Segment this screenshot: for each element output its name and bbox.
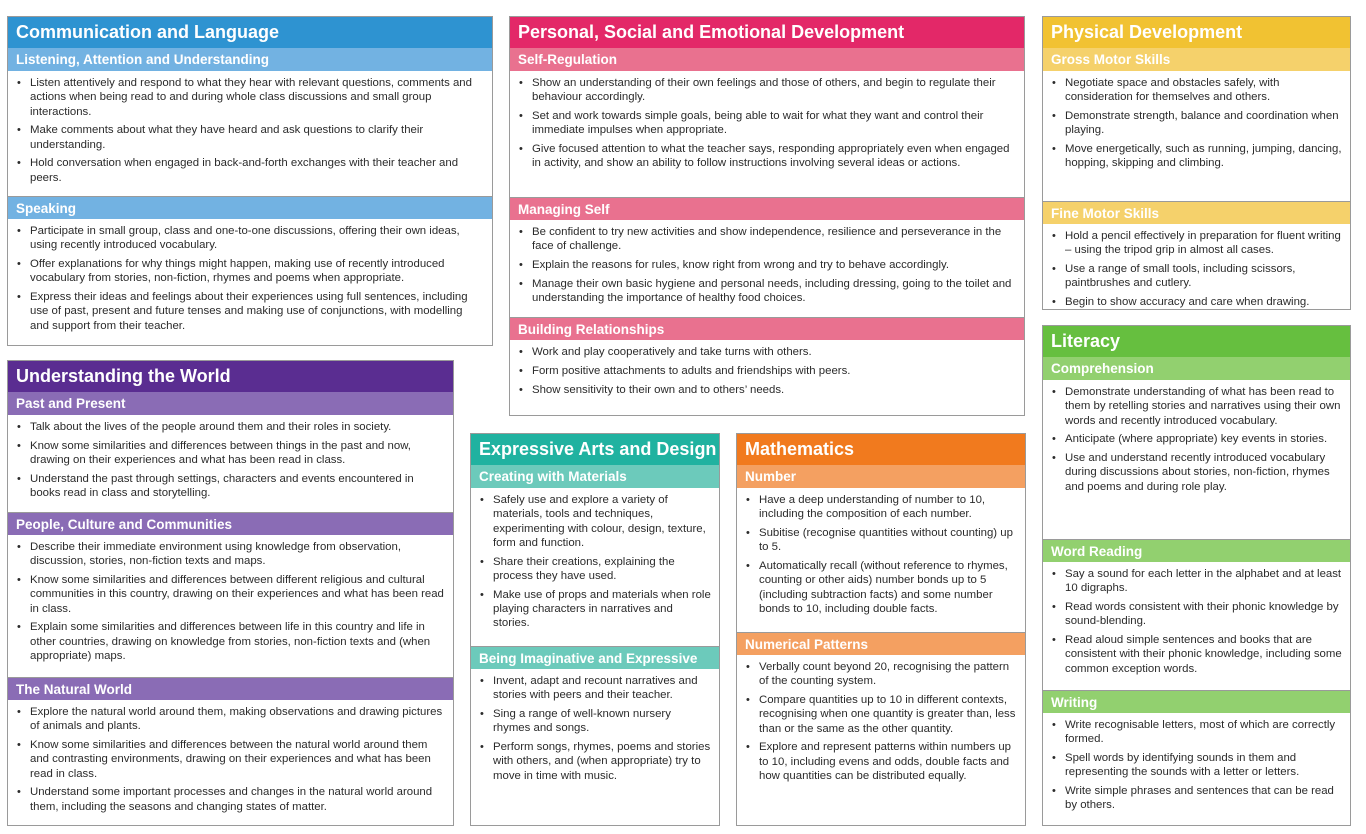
section-heading: Number — [737, 465, 1025, 488]
communication-language-panel — [7, 16, 493, 346]
list-item: • Spell words by identifying sounds in them and representing the sounds with a letter or letters. — [1065, 751, 1342, 780]
section-list — [510, 220, 1024, 317]
list-item: • Write recognisable letters, most of which are correctly formed. — [1065, 718, 1342, 747]
section-heading: The Natural World — [8, 677, 453, 700]
section-heading: Comprehension — [1043, 357, 1350, 380]
list-item: • Subitise (recognise quantities without counting) up to 5. — [759, 526, 1017, 555]
section-list — [1043, 224, 1350, 310]
list-item: • Know some similarities and differences between things in the past and now, drawing on their experiences and what has been read in class. — [30, 439, 445, 468]
section-list — [737, 488, 1025, 632]
list-item: • Hold a pencil effectively in preparation for fluent writing – using the tripod grip in almost all cases. — [1065, 229, 1342, 258]
list-item: • Offer explanations for why things might happen, making use of recently introduced vocabulary from stories, non-fiction, rhymes and poems when appropriate. — [30, 257, 484, 286]
section-heading: Building Relationships — [510, 317, 1024, 340]
list-item: • Give focused attention to what the teacher says, responding appropriately even when engaged in activity, and show an ability to follow instructions involving several ideas or actions. — [532, 142, 1016, 171]
list-item: • Begin to show accuracy and care when drawing. — [1065, 295, 1342, 309]
list-item: • Perform songs, rhymes, poems and stories with others, and (when appropriate) try to move in time with music. — [493, 740, 711, 783]
section-list — [8, 700, 453, 820]
list-item: • Describe their immediate environment using knowledge from observation, discussion, stories, non-fiction texts and maps. — [30, 540, 445, 569]
panel-title: Literacy — [1043, 326, 1350, 357]
list-item: • Talk about the lives of the people around them and their roles in society. — [30, 420, 445, 434]
list-item: • Automatically recall (without reference to rhymes, counting or other aids) number bonds up to 5 (including subtraction facts) and some number bonds to 10, including double facts. — [759, 559, 1017, 616]
section-heading: Fine Motor Skills — [1043, 201, 1350, 224]
list-item: • Set and work towards simple goals, being able to wait for what they want and control their immediate impulses when appropriate. — [532, 109, 1016, 138]
list-item: • Read words consistent with their phonic knowledge by sound-blending. — [1065, 600, 1342, 629]
list-item: • Anticipate (where appropriate) key events in stories. — [1065, 432, 1342, 446]
section-heading: Past and Present — [8, 392, 453, 415]
list-item: • Explore the natural world around them, making observations and drawing pictures of animals and plants. — [30, 705, 445, 734]
list-item: • Safely use and explore a variety of materials, tools and techniques, experimenting with colour, design, texture, form and function. — [493, 493, 711, 550]
list-item: • Negotiate space and obstacles safely, with consideration for themselves and others. — [1065, 76, 1342, 105]
section-heading: Speaking — [8, 196, 492, 219]
list-item: • Use and understand recently introduced vocabulary during discussions about stories, non-fiction, rhymes and poems and during role play. — [1065, 451, 1342, 494]
literacy-panel — [1042, 325, 1351, 826]
panel-title: Physical Development — [1043, 17, 1350, 48]
list-item: • Explain the reasons for rules, know right from wrong and try to behave accordingly. — [532, 258, 1016, 272]
panel-title: Mathematics — [737, 434, 1025, 465]
list-item: • Move energetically, such as running, jumping, dancing, hopping, skipping and climbing. — [1065, 142, 1342, 171]
list-item: • Sing a range of well-known nursery rhymes and songs. — [493, 707, 711, 736]
list-item: • Form positive attachments to adults and friendships with peers. — [532, 364, 1016, 378]
list-item: • Write simple phrases and sentences that can be read by others. — [1065, 784, 1342, 813]
list-item: • Participate in small group, class and one-to-one discussions, offering their own ideas, using recently introduced vocabulary. — [30, 224, 484, 253]
list-item: • Invent, adapt and recount narratives and stories with peers and their teacher. — [493, 674, 711, 703]
panel-title: Personal, Social and Emotional Development — [510, 17, 1024, 48]
list-item: • Express their ideas and feelings about their experiences using full sentences, including use of past, present and future tenses and making use of conjunctions, with modelling and support from their teacher. — [30, 290, 484, 333]
list-item: • Demonstrate understanding of what has been read to them by retelling stories and narratives using their own words and recently introduced vocabulary. — [1065, 385, 1342, 428]
list-item: • Read aloud simple sentences and books that are consistent with their phonic knowledge, including some common exception words. — [1065, 633, 1342, 676]
section-list — [471, 669, 719, 789]
list-item: • Understand some important processes and changes in the natural world around them, including the seasons and changing states of matter. — [30, 785, 445, 814]
panel-title: Understanding the World — [8, 361, 453, 392]
list-item: • Manage their own basic hygiene and personal needs, including dressing, going to the toilet and understanding the importance of healthy food choices. — [532, 277, 1016, 306]
section-heading: Numerical Patterns — [737, 632, 1025, 655]
list-item: • Make comments about what they have heard and ask questions to clarify their understanding. — [30, 123, 484, 152]
list-item: • Demonstrate strength, balance and coordination when playing. — [1065, 109, 1342, 138]
section-list — [510, 340, 1024, 403]
physical-development-panel — [1042, 16, 1351, 310]
list-item: • Say a sound for each letter in the alphabet and at least 10 digraphs. — [1065, 567, 1342, 596]
list-item: • Explore and represent patterns within numbers up to 10, including evens and odds, double facts and how quantities can be distributed equally. — [759, 740, 1017, 783]
list-item: • Have a deep understanding of number to 10, including the composition of each number. — [759, 493, 1017, 522]
mathematics-panel — [736, 433, 1026, 826]
list-item: • Compare quantities up to 10 in different contexts, recognising when one quantity is greater than, less than or the same as the other quantity. — [759, 693, 1017, 736]
section-list — [1043, 380, 1350, 539]
panel-title: Communication and Language — [8, 17, 492, 48]
section-list — [8, 71, 492, 196]
section-heading: Word Reading — [1043, 539, 1350, 562]
list-item: • Show sensitivity to their own and to others’ needs. — [532, 383, 1016, 397]
section-list — [737, 655, 1025, 789]
section-list — [1043, 71, 1350, 201]
list-item: • Know some similarities and differences between the natural world around them and contrasting environments, drawing on their experiences and what has been read in class. — [30, 738, 445, 781]
understanding-world-panel — [7, 360, 454, 826]
list-item: • Know some similarities and differences between different religious and cultural communities in this country, drawing on their experiences and what has been read in class. — [30, 573, 445, 616]
section-list — [510, 71, 1024, 197]
section-heading: Self-Regulation — [510, 48, 1024, 71]
list-item: • Verbally count beyond 20, recognising the pattern of the counting system. — [759, 660, 1017, 689]
section-heading: Managing Self — [510, 197, 1024, 220]
list-item: • Listen attentively and respond to what they hear with relevant questions, comments and actions when being read to and during whole class discussions and small group interactions. — [30, 76, 484, 119]
list-item: • Make use of props and materials when role playing characters in narratives and stories. — [493, 588, 711, 631]
section-heading: Being Imaginative and Expressive — [471, 646, 719, 669]
section-list — [1043, 713, 1350, 819]
section-heading: Gross Motor Skills — [1043, 48, 1350, 71]
section-heading: Writing — [1043, 690, 1350, 713]
list-item: • Explain some similarities and differences between life in this country and life in other countries, drawing on knowledge from stories, non-fiction texts and (when appropriate) maps. — [30, 620, 445, 663]
list-item: • Hold conversation when engaged in back-and-forth exchanges with their teacher and peers. — [30, 156, 484, 185]
list-item: • Understand the past through settings, characters and events encountered in books read in class and storytelling. — [30, 472, 445, 501]
section-list — [471, 488, 719, 646]
list-item: • Be confident to try new activities and show independence, resilience and perseverance in the face of challenge. — [532, 225, 1016, 254]
expressive-arts-panel — [470, 433, 720, 826]
list-item: • Show an understanding of their own feelings and those of others, and begin to regulate their behaviour accordingly. — [532, 76, 1016, 105]
section-list — [8, 535, 453, 677]
section-list — [8, 219, 492, 339]
section-heading: People, Culture and Communities — [8, 512, 453, 535]
section-heading: Creating with Materials — [471, 465, 719, 488]
list-item: • Use a range of small tools, including scissors, paintbrushes and cutlery. — [1065, 262, 1342, 291]
list-item: • Work and play cooperatively and take turns with others. — [532, 345, 1016, 359]
section-heading: Listening, Attention and Understanding — [8, 48, 492, 71]
section-list — [1043, 562, 1350, 690]
list-item: • Share their creations, explaining the process they have used. — [493, 555, 711, 584]
psed-panel — [509, 16, 1025, 416]
section-list — [8, 415, 453, 512]
panel-title: Expressive Arts and Design — [471, 434, 719, 465]
